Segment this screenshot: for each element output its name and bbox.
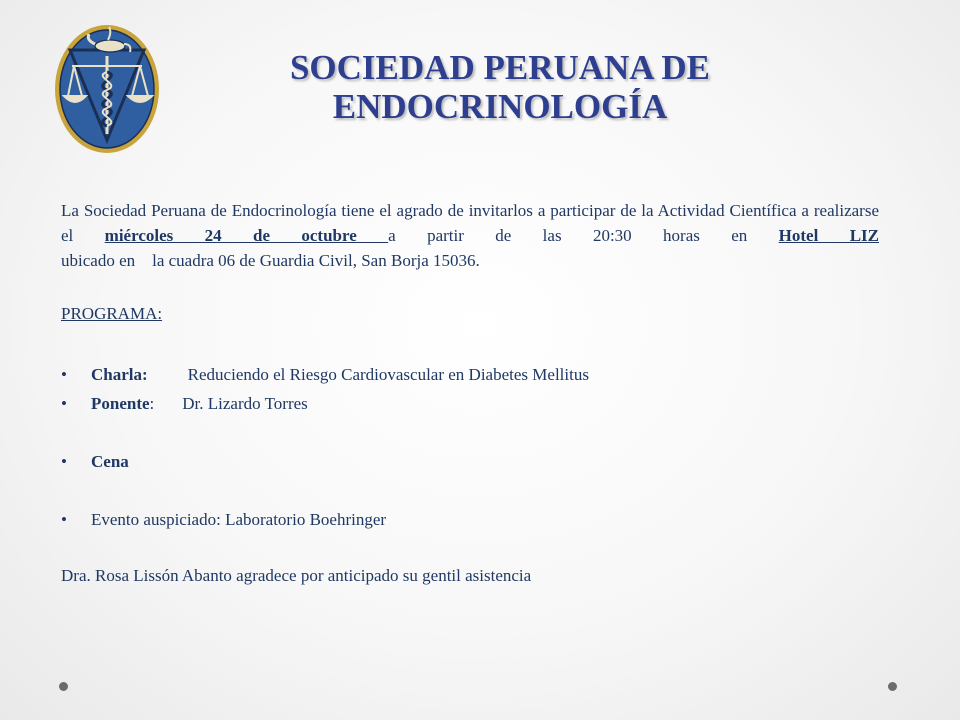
- title-line-1: SOCIEDAD PERUANA DE: [289, 48, 711, 87]
- talk-title: Reduciendo el Riesgo Cardiovascular en Diabetes Mellitus: [187, 365, 589, 384]
- invitation-paragraph: [61, 198, 879, 273]
- page-title: [200, 48, 800, 126]
- list-item-talk: [61, 362, 589, 391]
- talk-label: Charla:: [91, 365, 148, 384]
- closing-line: Dra. Rosa Lissón Abanto agradece por anticipado su gentil asistencia: [61, 566, 532, 585]
- intro-text-3: ubicado en la cuadra 06 de Guardia Civil, San Borja 15036.: [61, 251, 480, 270]
- bullet-icon: •: [61, 452, 67, 471]
- list-item-dinner: [61, 449, 589, 478]
- intro-text-2: a partir de las 20:30 horas en: [388, 226, 779, 245]
- title-line-2: ENDOCRINOLOGÍA: [332, 87, 668, 126]
- intro-text-1: La Sociedad Peruana de Endocrinología tiene el agrado de invitarlos a participar de la Actividad Científica a realizarse el: [61, 201, 879, 245]
- speaker-name: Dr. Lizardo Torres: [182, 394, 308, 413]
- list-item-sponsor: [61, 507, 589, 536]
- right-corner-dot: [888, 682, 897, 691]
- program-list: [61, 362, 589, 536]
- bullet-icon: •: [61, 394, 67, 413]
- society-logo: [52, 22, 162, 156]
- sponsor-text: Evento auspiciado: Laboratorio Boehringer: [91, 510, 387, 529]
- dinner-label: Cena: [91, 452, 129, 471]
- program-heading: PROGRAMA:: [61, 304, 163, 323]
- bullet-icon: •: [61, 510, 67, 529]
- speaker-label: Ponente: [91, 394, 150, 413]
- speaker-colon: :: [149, 394, 155, 413]
- event-venue: Hotel LIZ: [778, 226, 879, 245]
- list-item-speaker: [61, 391, 589, 420]
- left-corner-dot: [59, 682, 68, 691]
- event-date: miércoles 24 de octubre: [104, 226, 389, 245]
- bullet-icon: •: [61, 365, 67, 384]
